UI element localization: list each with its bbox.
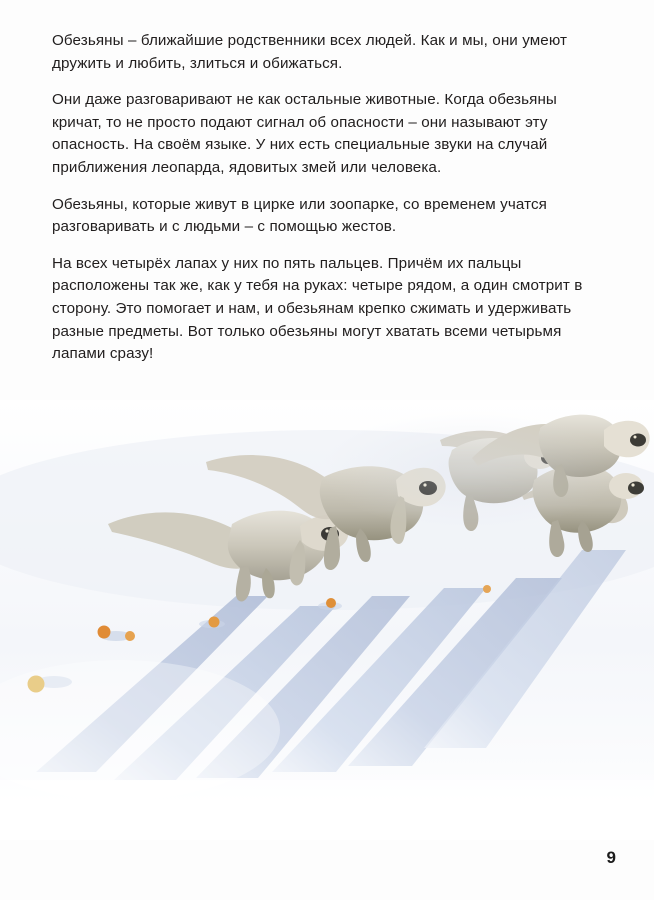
monkey-1-eye — [325, 529, 328, 532]
page-number: 9 — [606, 848, 616, 867]
paragraph-3: Обезьяны, которые живут в цирке или зоопарке, со временем учатся разговаривать и с людьми – с помощью жестов. — [52, 195, 547, 236]
food-bit — [483, 585, 491, 593]
monkey-4-eye — [631, 483, 634, 486]
atmosphere-blur — [320, 410, 620, 530]
illustration-svg — [0, 400, 654, 840]
paragraph-2: Они даже разговаривают не как остальные животные. Когда обезьяны кричат, то не просто подают сигнал об опасности – они называют эту опасность. На своём языке. У них есть специальные звуки на случай приближения леопарда, ядовитых змей или человека. — [52, 91, 557, 176]
monkey-5-eye — [634, 436, 637, 439]
bottom-fade — [0, 780, 654, 840]
paragraph-1: Обезьяны – ближайшие родственники всех людей. Как и мы, они умеют дружить и любить, злиться и обижаться. — [52, 32, 568, 72]
monkey-5-face — [630, 434, 646, 447]
food-bit — [125, 631, 135, 641]
food-bit — [209, 617, 220, 628]
body-text — [52, 30, 608, 366]
paragraph-4: На всех четырёх лапах у них по пять пальцев. Причём их пальцы расположены так же, как у тебя на руках: четыре рядом, а один смотрит в сторону. Это помогает и нам, и обезьянам крепко сжимать и удерживать разные предметы. Вот только обезьяны могут хватать всеми четырьмя лапами сразу! — [52, 254, 583, 363]
food-bit — [98, 626, 111, 639]
monkey-4-face — [628, 482, 644, 495]
food-bit — [326, 598, 336, 608]
monkeys-illustration — [0, 400, 654, 840]
